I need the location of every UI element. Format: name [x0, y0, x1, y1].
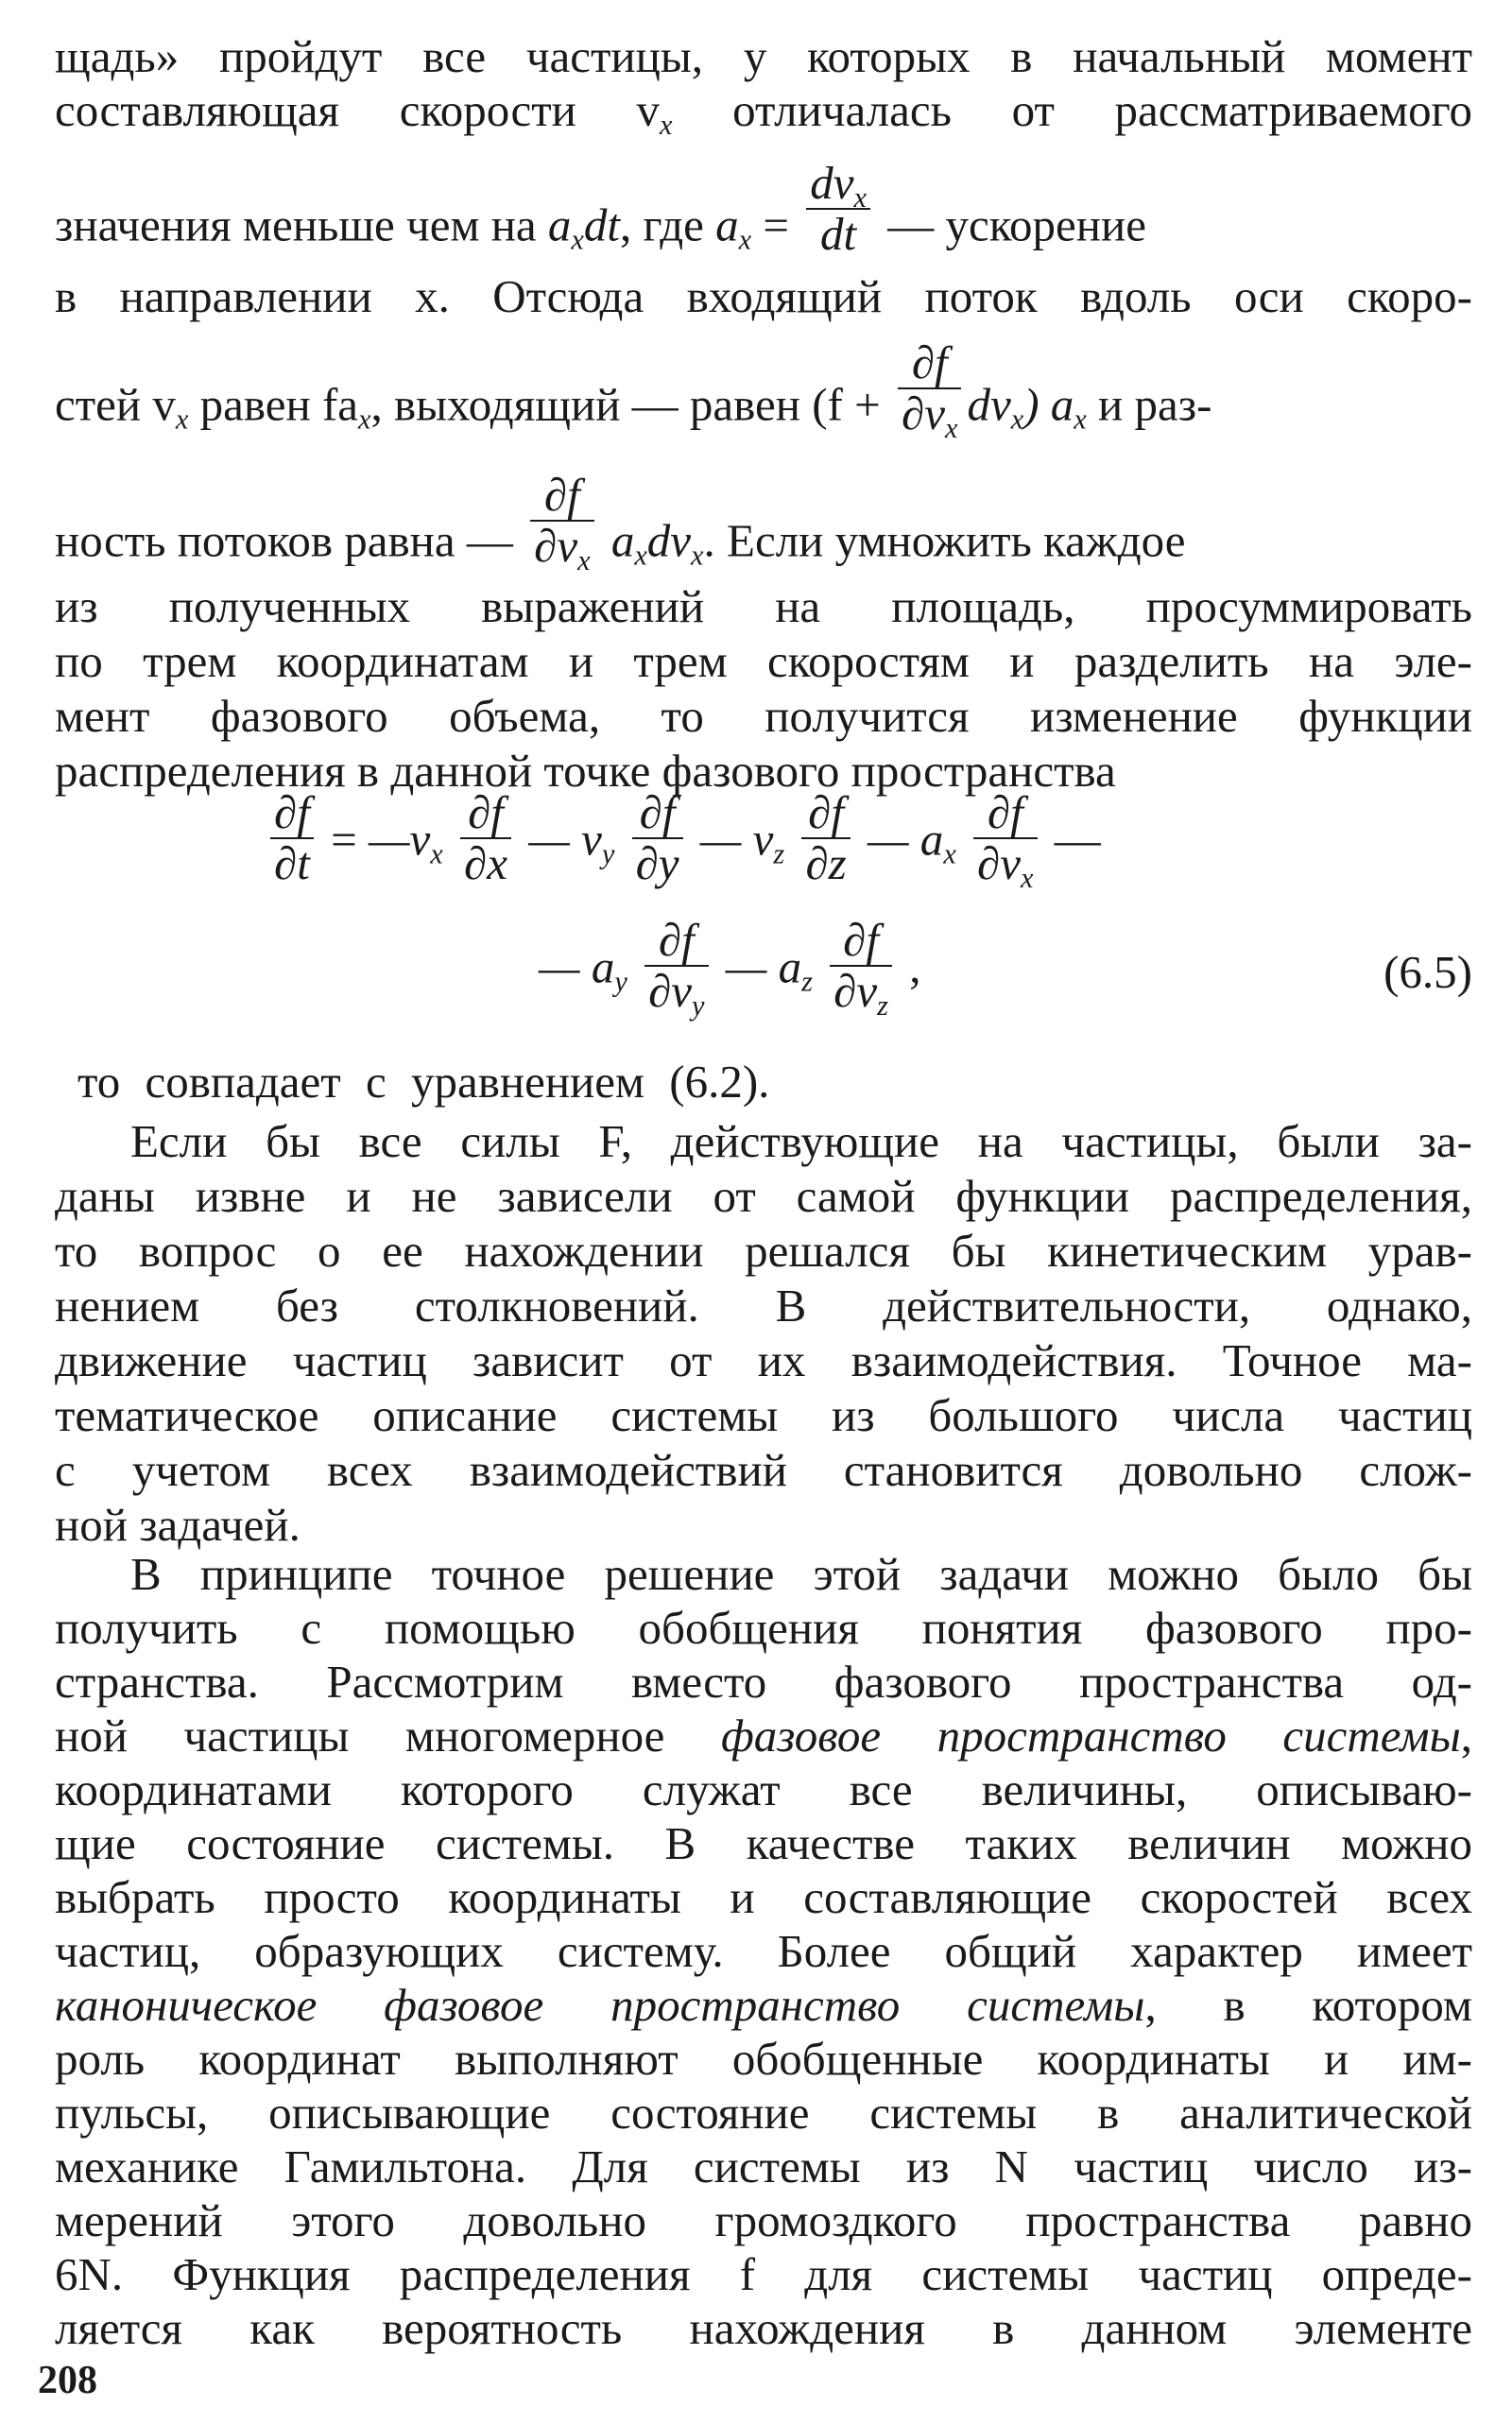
text-line-with-fraction: ность потоков равна — $\frac{\partial f}{\partial v_x}$ $a_xdv_x$. Если умножить каждое: [55, 469, 1186, 577]
fraction: $\frac{\partial f}{\partial v_x}$: [973, 788, 1037, 888]
text-line: Если бы все силы F, действующие на частицы, были за-: [130, 1115, 1472, 1167]
equation-row-2: — $a_y$ $\frac{\partial f}{\partial v_y}$ — $a_z$ $\frac{\partial f}{\partial v_z}$ ,: [539, 914, 921, 1023]
text-line: тематическое описание системы из большого числа частиц: [55, 1389, 1472, 1441]
text-line: координатами которого служат все величины, описываю-: [55, 1763, 1472, 1815]
text-line: в направлении x. Отсюда входящий поток вдоль оси скоро-: [55, 270, 1472, 322]
text-line: распределения в данной точке фазового пространства: [55, 745, 1116, 797]
text-line-with-fraction: стей $v_x$ равен $fa_x$, выходящий — равен (f + $\frac{\partial f}{\partial v_x}$ $dv_x$) $a_x$ и раз-: [55, 336, 1212, 445]
fraction: $\frac{\partial f}{\partial y}$: [632, 788, 683, 888]
text-line: мерений этого довольно громоздкого пространства равно: [55, 2194, 1472, 2246]
fraction: $\frac{dv_x}{dt}$: [806, 159, 870, 259]
text-line: частиц, образующих систему. Более общий характер имеет: [55, 1925, 1472, 1977]
text-line: странства. Рассмотрим вместо фазового пространства од-: [55, 1656, 1472, 1708]
fraction: $\frac{\partial f}{\partial v_x}$: [898, 338, 961, 438]
text-line: то вопрос о ее нахождении решался бы кинетическим урав-: [55, 1225, 1472, 1277]
fraction: $\frac{\partial f}{\partial v_y}$: [644, 916, 708, 1016]
text-line: из полученных выражений на площадь, просуммировать: [55, 580, 1472, 632]
equation-row-1: $\frac{\partial f}{\partial t}$ = $—v_x$ $\frac{\partial f}{\partial x}$ — $v_y$ $\frac{\partial f}{\partial y}$ — $v_z$ $\frac{\partial f}{\partial z}$ — $a_x$ $\frac{\partial f}{\partial v_x}$ —: [265, 794, 1101, 894]
text-line: ной частицы многомерное фазовое пространство системы,: [55, 1710, 1473, 1762]
text-line: роль координат выполняют обобщенные координаты и им-: [55, 2033, 1472, 2085]
fraction: $\frac{\partial f}{\partial t}$: [270, 788, 314, 888]
text-line: ляется как вероятность нахождения в данном элементе: [55, 2302, 1472, 2354]
text-line: каноническое фазовое пространство системы, в котором: [55, 1979, 1472, 2031]
text-line: даны извне и не зависели от самой функции распределения,: [55, 1170, 1472, 1222]
text-line: щие состояние системы. В качестве таких величин можно: [55, 1817, 1472, 1869]
text-line: нением без столкновений. В действительности, однако,: [55, 1280, 1472, 1332]
fraction: $\frac{\partial f}{\partial v_z}$: [830, 916, 892, 1016]
text-line: составляющая скорости $v_x$ отличалась от рассматриваемого: [55, 84, 1472, 142]
page-number: 208: [38, 2359, 97, 2402]
fraction: $\frac{\partial f}{\partial v_x}$: [530, 471, 593, 571]
text-line: движение частиц зависит от их взаимодействия. Точное ма-: [55, 1334, 1472, 1386]
text-line: ной задачей.: [55, 1499, 301, 1551]
text-line: то совпадает с уравнением (6.2).: [77, 1056, 770, 1108]
text-line-with-fraction: значения меньше чем на $a_xdt$, где $a_x$ = $\frac{dv_x}{dt}$ — ускорение: [55, 157, 1146, 260]
text-line: пульсы, описывающие состояние системы в аналитической: [55, 2087, 1472, 2139]
fraction: $\frac{\partial f}{\partial x}$: [460, 788, 511, 888]
equation-number: (6.5): [1383, 946, 1472, 998]
text-line: щадь» пройдут все частицы, у которых в начальный момент: [55, 30, 1472, 82]
text-line: В принципе точное решение этой задачи можно было бы: [130, 1548, 1472, 1600]
text-line: с учетом всех взаимодействий становится довольно слож-: [55, 1444, 1472, 1496]
text-line: мент фазового объема, то получится изменение функции: [55, 690, 1472, 742]
text-line: 6N. Функция распределения f для системы частиц опреде-: [55, 2248, 1472, 2300]
text-line: по трем координатам и трем скоростям и разделить на эле-: [55, 635, 1472, 687]
text-line: механике Гамильтона. Для системы из N частиц число из-: [55, 2140, 1472, 2192]
text-line: получить с помощью обобщения понятия фазового про-: [55, 1602, 1472, 1654]
fraction: $\frac{\partial f}{\partial z}$: [801, 788, 850, 888]
text-line: выбрать просто координаты и составляющие скоростей всех: [55, 1871, 1472, 1923]
